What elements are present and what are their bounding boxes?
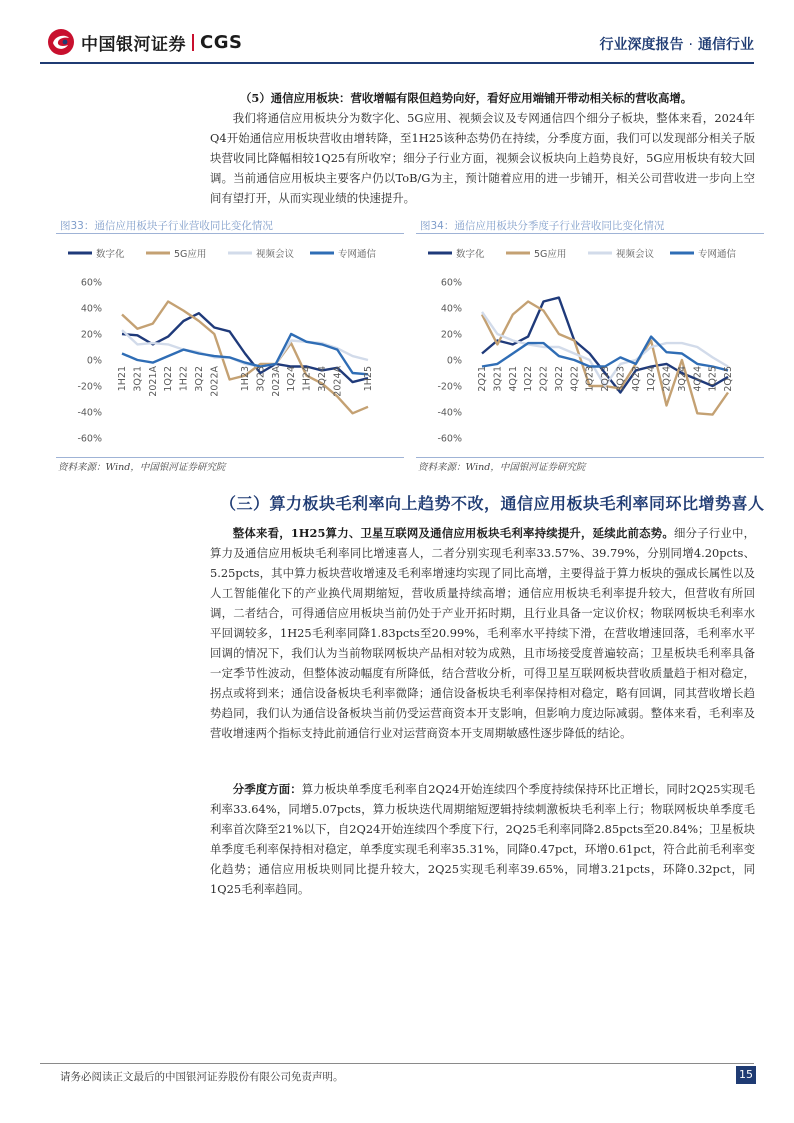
subsection-heading: （5）通信应用板块：营收增幅有限但趋势向好，看好应用端铺开带动相关标的营收高增。 [240,91,693,105]
x-tick-label: 4Q23 [630,366,642,392]
header-divider [40,62,754,64]
overall-paragraph-lead: 整体来看，1H25算力、卫星互联网及通信应用板块毛利率持续提升，延续此前态势。 [232,526,674,540]
x-tick-label: 2Q22 [538,366,550,392]
x-tick-label: 2022A [209,366,221,397]
legend-label: 5G应用 [534,249,567,260]
y-tick-label: 60% [80,277,102,289]
quarterly-paragraph-body: 算力板块单季度毛利率自2Q24开始连续四个季度持续保持环比正增长，同时2Q25实现毛利率33.64%，同增5.07pcts，算力板块迭代周期缩短逻辑持续刺激板块毛利率上行；物联网板块单季度毛利率首次降至21%以下，自2Q24开始连续四个季度下行，2Q25毛利率同降2.85pcts至20.84%；卫星板块单季度毛利率保持相对稳定，单季度实现毛利率35.31%，同降0.47pct，环增0.61pct，符合此前毛利率变化趋势；通信应用板块则同比提升较大，2Q25实现毛利率39.65%，同增3.21pcts，环降0.32pct，同1Q25毛利率趋同。 [210,782,755,896]
series-line-1 [482,302,728,415]
x-tick-label: 1Q22 [523,366,535,392]
y-tick-label: 0% [86,355,102,367]
x-tick-label: 1Q23 [584,366,596,392]
x-tick-label: 1Q22 [163,366,175,392]
x-tick-label: 1Q24 [286,366,298,392]
x-tick-label: 3Q22 [553,366,565,392]
logo-english-name: CGS [200,31,243,53]
legend-label: 数字化 [96,249,125,260]
section-heading: （三）算力板块毛利率向上趋势不改，通信应用板块毛利率同环比增势喜人 [220,494,765,513]
x-tick-label: 2023A [270,366,282,397]
x-tick-label: 1H21 [117,366,128,392]
x-tick-label: 3Q23 [255,366,267,392]
cgs-logo-icon [47,28,75,56]
x-tick-label: 3Q24 [316,366,328,392]
y-tick-label: 0% [446,355,462,367]
report-category [600,34,754,54]
figure-34-chart [420,236,760,456]
x-tick-label: 2Q23 [600,366,611,392]
y-tick-label: -20% [437,381,462,393]
overall-paragraph [210,523,755,743]
x-tick-label: 2021A [147,366,159,397]
x-tick-label: 1Q24 [646,366,658,392]
legend-item-3 [310,248,377,260]
x-tick-label: 3Q21 [492,366,504,392]
y-tick-label: 40% [80,303,102,315]
figure-34-top-rule [416,233,764,234]
x-tick-label: 3Q24 [676,366,688,392]
y-tick-label: 20% [440,329,462,341]
x-tick-label: 2Q24 [661,366,673,392]
company-logo [47,28,242,56]
header-separator: · [688,37,693,53]
legend-label: 5G应用 [174,249,207,260]
legend-item-3 [670,248,737,260]
x-tick-label: 1H25 [363,366,374,392]
legend-item-0 [428,248,485,260]
industry-name: 通信行业 [698,37,754,53]
figure-33-chart [60,236,400,456]
x-tick-label: 2Q21 [477,366,488,392]
logo-chinese-name: 中国银河证券 [81,34,186,55]
x-tick-label: 1Q25 [707,366,719,392]
intro-paragraph: 我们将通信应用板块分为数字化、5G应用、视频会议及专网通信四个细分子板块，整体来看，2024年Q4开始通信应用板块营收由增转降，至1H25该种态势仍在持续，分季度方面，我们可以发现部分相关子版块营收同比降幅相较1Q25有所收窄；细分子行业方面，视频会议板块向上趋势良好，5G应用板块有较大回调。当前通信应用板块主要客户仍以ToB/G为主，预计随着应用的进一步铺开，相关公司营收进一步向上空间有望打开，从而实现业绩的快速提升。 [210,111,755,205]
figure-33-top-rule [56,233,404,234]
y-tick-label: -60% [437,433,462,445]
legend-item-0 [68,248,125,260]
x-tick-label: 4Q21 [507,366,519,392]
x-tick-label: 2024A [332,366,344,397]
y-tick-label: -60% [77,433,102,445]
figure-33-title: 图33：通信应用板块子行业营收同比变化情况 [60,220,273,232]
figure-33-source: 资料来源：Wind，中国银河证券研究院 [58,462,226,473]
page-number: 15 [736,1066,756,1084]
page-header [0,0,794,62]
x-tick-label: 4Q22 [569,366,581,392]
series-line-1 [122,302,368,414]
legend-label: 视频会议 [616,249,655,260]
y-tick-label: 20% [80,329,102,341]
y-tick-label: -20% [77,381,102,393]
x-tick-label: 3Q23 [615,366,627,392]
y-tick-label: 60% [440,277,462,289]
figure-33-svg [60,236,400,456]
x-tick-label: 2Q25 [723,366,734,392]
legend-item-1 [506,248,566,260]
footer-divider [40,1063,754,1064]
x-tick-label: 1H24 [301,366,313,392]
quarterly-paragraph-lead: 分季度方面： [232,782,302,796]
figure-33-bottom-rule [56,457,404,458]
y-tick-label: -40% [437,407,462,419]
legend-label: 数字化 [456,249,485,260]
y-tick-label: 40% [440,303,462,315]
x-tick-label: 3Q21 [132,366,144,392]
x-tick-label: 3Q22 [193,366,205,392]
footer-disclaimer: 请务必阅读正文最后的中国银河证券股份有限公司免责声明。 [60,1071,344,1083]
legend-label: 专网通信 [338,249,377,260]
legend-item-2 [228,248,295,260]
legend-label: 专网通信 [698,249,737,260]
x-tick-label: 1H23 [240,366,251,392]
logo-divider [192,34,194,51]
figure-34-source: 资料来源：Wind，中国银河证券研究院 [418,462,586,473]
x-tick-label: 1H22 [178,366,190,392]
figure-34-title: 图34：通信应用板块分季度子行业营收同比变化情况 [420,220,665,232]
legend-item-1 [146,248,206,260]
legend-label: 视频会议 [256,249,295,260]
legend-item-2 [588,248,655,260]
y-tick-label: -40% [77,407,102,419]
x-tick-label: 4Q24 [692,366,704,392]
figure-34-bottom-rule [416,457,764,458]
quarterly-paragraph [210,779,755,899]
report-type: 行业深度报告 [599,37,684,53]
figure-34-svg [420,236,760,456]
overall-paragraph-body: 细分子行业中，算力及通信应用板块毛利率同比增速喜人，二者分别实现毛利率33.57%、39.79%，分别同增4.20pcts、5.25pcts，其中算力板块营收增速及毛利率增速均实现了同比高增，主要得益于算力板块的强成长属性以及人工智能催化下的产业换代周期缩短，营收质量持续高增；通信应用板块毛利率提升较大，但营收有所回调，二者结合，可得通信应用板块当前仍处于产业开拓时期，且行业具备一定议价权；物联网板块毛利率水平回调较多，1H25毛利率同降1.83pcts至20.99%，毛利率水平持续下滑，在营收增速回落，毛利率水平回调的情况下，我们认为当前物联网板块产品相对较为成熟，且市场接受度普遍较高；卫星板块毛利率具备一定季节性波动，但整体波动幅度有所降低，结合营收分析，可得卫星互联网板块营收质量趋于相对稳定，拐点或将到来；通信设备板块毛利率微降；通信设备板块毛利率保持相对稳定，略有回调，同其营收增长趋势趋同，我们认为通信设备板块当前仍受运营商资本开支影响，但影响力度边际减弱。整体来看，毛利率及营收增速两个指标支持此前通信行业对运营商资本开支周期敏感性逐步降低的结论。 [210,526,755,740]
